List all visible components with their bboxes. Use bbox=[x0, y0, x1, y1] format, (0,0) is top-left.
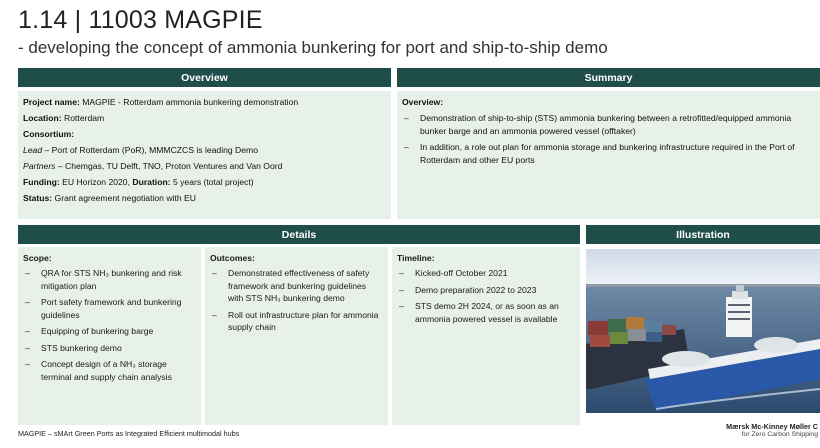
details-header: Details bbox=[18, 225, 580, 244]
lead-value: – Port of Rotterdam (PoR), MMMCZCS is leading Demo bbox=[42, 145, 258, 155]
lead-row bbox=[23, 142, 391, 158]
list-item: – Demo preparation 2022 to 2023 bbox=[397, 284, 574, 297]
timeline-panel bbox=[392, 247, 580, 425]
list-item: – Kicked-off October 2021 bbox=[397, 267, 574, 280]
brand-name: Mærsk Mc-Kinney Møller C bbox=[726, 422, 818, 431]
scope-panel bbox=[18, 247, 201, 425]
lead-label: Lead bbox=[23, 145, 43, 155]
location-row bbox=[23, 110, 391, 126]
summary-list bbox=[402, 112, 812, 166]
list-item: – Equipping of bunkering barge bbox=[23, 325, 195, 338]
scope-label: Scope: bbox=[23, 253, 52, 263]
overview-content bbox=[18, 91, 391, 206]
consortium-row bbox=[23, 126, 391, 142]
outcomes-content bbox=[205, 247, 388, 334]
brand-logo bbox=[726, 422, 818, 438]
summary-overview-label: Overview: bbox=[402, 97, 444, 107]
location-label: Location: bbox=[23, 113, 62, 123]
summary-panel bbox=[397, 91, 820, 219]
scope-content bbox=[18, 247, 201, 383]
status-label: Status: bbox=[23, 193, 53, 203]
list-item: – In addition, a role out plan for ammonia storage and bunkering infrastructure required in the Port of Rotterdam and other EU ports bbox=[402, 141, 812, 166]
overview-header: Overview bbox=[18, 68, 391, 87]
funding-row bbox=[23, 174, 391, 190]
status-value: Grant agreement negotiation with EU bbox=[52, 193, 196, 203]
list-item: – STS demo 2H 2024, or as soon as an ammonia powered vessel is available bbox=[397, 300, 574, 325]
outcomes-list bbox=[210, 267, 382, 334]
ship-illustration-image bbox=[586, 249, 820, 413]
page-title: 1.14 | 11003 MAGPIE bbox=[18, 6, 263, 34]
brand-subtitle: for Zero Carbon Shipping bbox=[741, 431, 818, 438]
list-item: – Roll out infrastructure plan for ammonia supply chain bbox=[210, 309, 382, 334]
duration-value: 5 years (total project) bbox=[170, 177, 254, 187]
partners-label: Partners bbox=[23, 161, 56, 171]
scope-list bbox=[23, 267, 195, 383]
project-name-row bbox=[23, 94, 391, 110]
outcomes-label: Outcomes: bbox=[210, 253, 255, 263]
footer-text: MAGPIE – sMArt Green Ports as Integrated Efficient multimodal hubs bbox=[18, 429, 240, 438]
page-subtitle: - developing the concept of ammonia bunkering for port and ship-to-ship demo bbox=[18, 38, 608, 57]
project-name-value: MAGPIE - Rotterdam ammonia bunkering demonstration bbox=[79, 97, 299, 107]
list-item: – Concept design of a NH₃ storage terminal and supply chain analysis bbox=[23, 358, 195, 383]
list-item: – Demonstrated effectiveness of safety framework and bunkering guidelines with STS NH₃ bunkering demo bbox=[210, 267, 382, 305]
consortium-label: Consortium: bbox=[23, 129, 75, 139]
outcomes-panel bbox=[205, 247, 388, 425]
partners-value: – Chemgas, TU Delft, TNO, Proton Ventures and Van Oord bbox=[55, 161, 283, 171]
status-row bbox=[23, 190, 391, 206]
partners-row bbox=[23, 158, 391, 174]
timeline-list bbox=[397, 267, 574, 325]
list-item: – Demonstration of ship-to-ship (STS) ammonia bunkering between a retrofitted/equipped ammonia bunker barge and an ammonia powered vessel (offtaker) bbox=[402, 112, 812, 137]
duration-label: Duration: bbox=[132, 177, 171, 187]
project-name-label: Project name: bbox=[23, 97, 80, 107]
list-item: – STS bunkering demo bbox=[23, 342, 195, 355]
list-item: – Port safety framework and bunkering guidelines bbox=[23, 296, 195, 321]
funding-label: Funding: bbox=[23, 177, 60, 187]
timeline-content bbox=[392, 247, 580, 325]
timeline-label: Timeline: bbox=[397, 253, 435, 263]
summary-content bbox=[397, 91, 820, 166]
ship-photo bbox=[586, 249, 820, 413]
location-value: Rotterdam bbox=[61, 113, 105, 123]
summary-header: Summary bbox=[397, 68, 820, 87]
funding-value: EU Horizon 2020, bbox=[59, 177, 133, 187]
illustration-header: Illustration bbox=[586, 225, 820, 244]
list-item: – QRA for STS NH₃ bunkering and risk mitigation plan bbox=[23, 267, 195, 292]
overview-panel bbox=[18, 91, 391, 219]
